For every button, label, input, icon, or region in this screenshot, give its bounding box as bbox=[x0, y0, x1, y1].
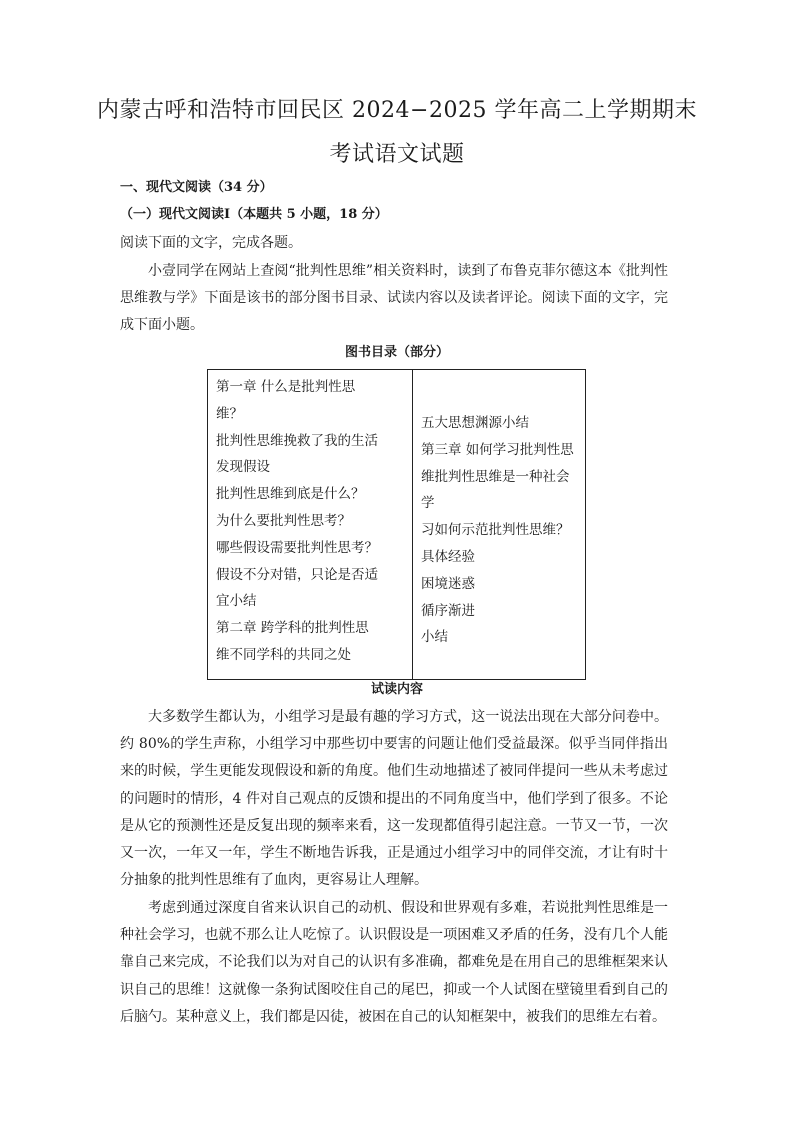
toc-entry: 维？ bbox=[216, 405, 243, 422]
toc-table bbox=[207, 369, 586, 680]
subsection-heading: （一）现代文阅读Ⅰ（本题共 5 小题，18 分） bbox=[120, 207, 388, 222]
exam-title-line2: 考试语文试题 bbox=[329, 142, 465, 167]
toc-entry: 习如何示范批判性思维？ bbox=[421, 522, 570, 539]
toc-entry: 五大思想渊源小结 bbox=[421, 415, 529, 431]
toc-entry: 发现假设 bbox=[216, 459, 270, 476]
toc-entry: 维不同学科的共同之处 bbox=[216, 646, 351, 663]
toc-entry: 困境迷惑 bbox=[421, 575, 475, 592]
toc-entry: 小结 bbox=[421, 629, 448, 646]
toc-entry: 为什么要批判性思考？ bbox=[216, 512, 351, 529]
toc-entry: 维批判性思维是一种社会学 bbox=[421, 468, 570, 512]
toc-entry: 宜小结 bbox=[216, 593, 257, 610]
toc-right-column bbox=[413, 370, 586, 680]
toc-entry: 第一章 什么是批判性思 bbox=[216, 379, 356, 395]
toc-entry: 具体经验 bbox=[421, 548, 475, 565]
intro-paragraph: 小壹同学在网站上查阅“批判性思维”相关资料时，读到了布鲁克菲尔德这本《批判性思维教与学》下面是该书的部分图书目录、试读内容以及读者评论。阅读下面的文字，完成下面小题。 bbox=[120, 263, 668, 334]
reading-paragraph-1: 大多数学生都认为，小组学习是最有趣的学习方式，这一说法出现在大部分问卷中。约 80%的学生声称，小组学习中那些切中要害的问题让他们受益最深。似乎当同伴指出来的时候，学生更能发现假设和新的角度。他们生动地描述了被同伴提问一些从未考虑过的问题时的情形，4 件对自己观点的反馈和提出的不同角度当中，他们学到了很多。不论是从它的预测性还是反复出现的频率来看，这一发现都值得引起注意。一节又一节，一次又一次，一年又一年，学生不断地告诉我，正是通过小组学习中的同伴交流，才让有时十分抽象的批判性思维有了血肉，更容易让人理解。 bbox=[120, 709, 668, 889]
toc-entry: 循序渐进 bbox=[421, 602, 475, 619]
section-heading: 一、现代文阅读（34 分） bbox=[120, 180, 273, 195]
instruction-text: 阅读下面的文字，完成各题。 bbox=[120, 235, 302, 251]
toc-entry: 批判性思维到底是什么？ bbox=[216, 486, 365, 503]
toc-entry: 哪些假设需要批判性思考？ bbox=[216, 539, 378, 556]
reading-caption: 试读内容 bbox=[370, 682, 423, 697]
toc-caption: 图书目录（部分） bbox=[344, 345, 449, 360]
toc-left-column bbox=[208, 370, 413, 680]
toc-entry: 批判性思维挽救了我的生活 bbox=[216, 432, 378, 449]
toc-entry: 第二章 跨学科的批判性思 bbox=[216, 620, 369, 637]
exam-title-line1: 内蒙古呼和浩特市回民区 2024−2025 学年高二上学期期末 bbox=[97, 98, 697, 123]
reading-paragraph-2: 考虑到通过深度自省来认识自己的动机、假设和世界观有多难，若说批判性思维是一种社会学习，也就不那么让人吃惊了。认识假设是一项困难又矛盾的任务，没有几个人能靠自己来完成，不论我们以为对自己的认识有多准确，都难免是在用自己的思维框架来认识自己的思维！这就像一条狗试图咬住自己的尾巴，抑或一个人试图在壁镜里看到自己的后脑勺。某种意义上，我们都是囚徒，被困在自己的认知框架中，被我们的思维左右着。 bbox=[120, 900, 668, 1025]
toc-entry: 第三章 如何学习批判性思 bbox=[421, 441, 574, 458]
toc-entry: 假设不分对错，只论是否适 bbox=[216, 566, 378, 583]
